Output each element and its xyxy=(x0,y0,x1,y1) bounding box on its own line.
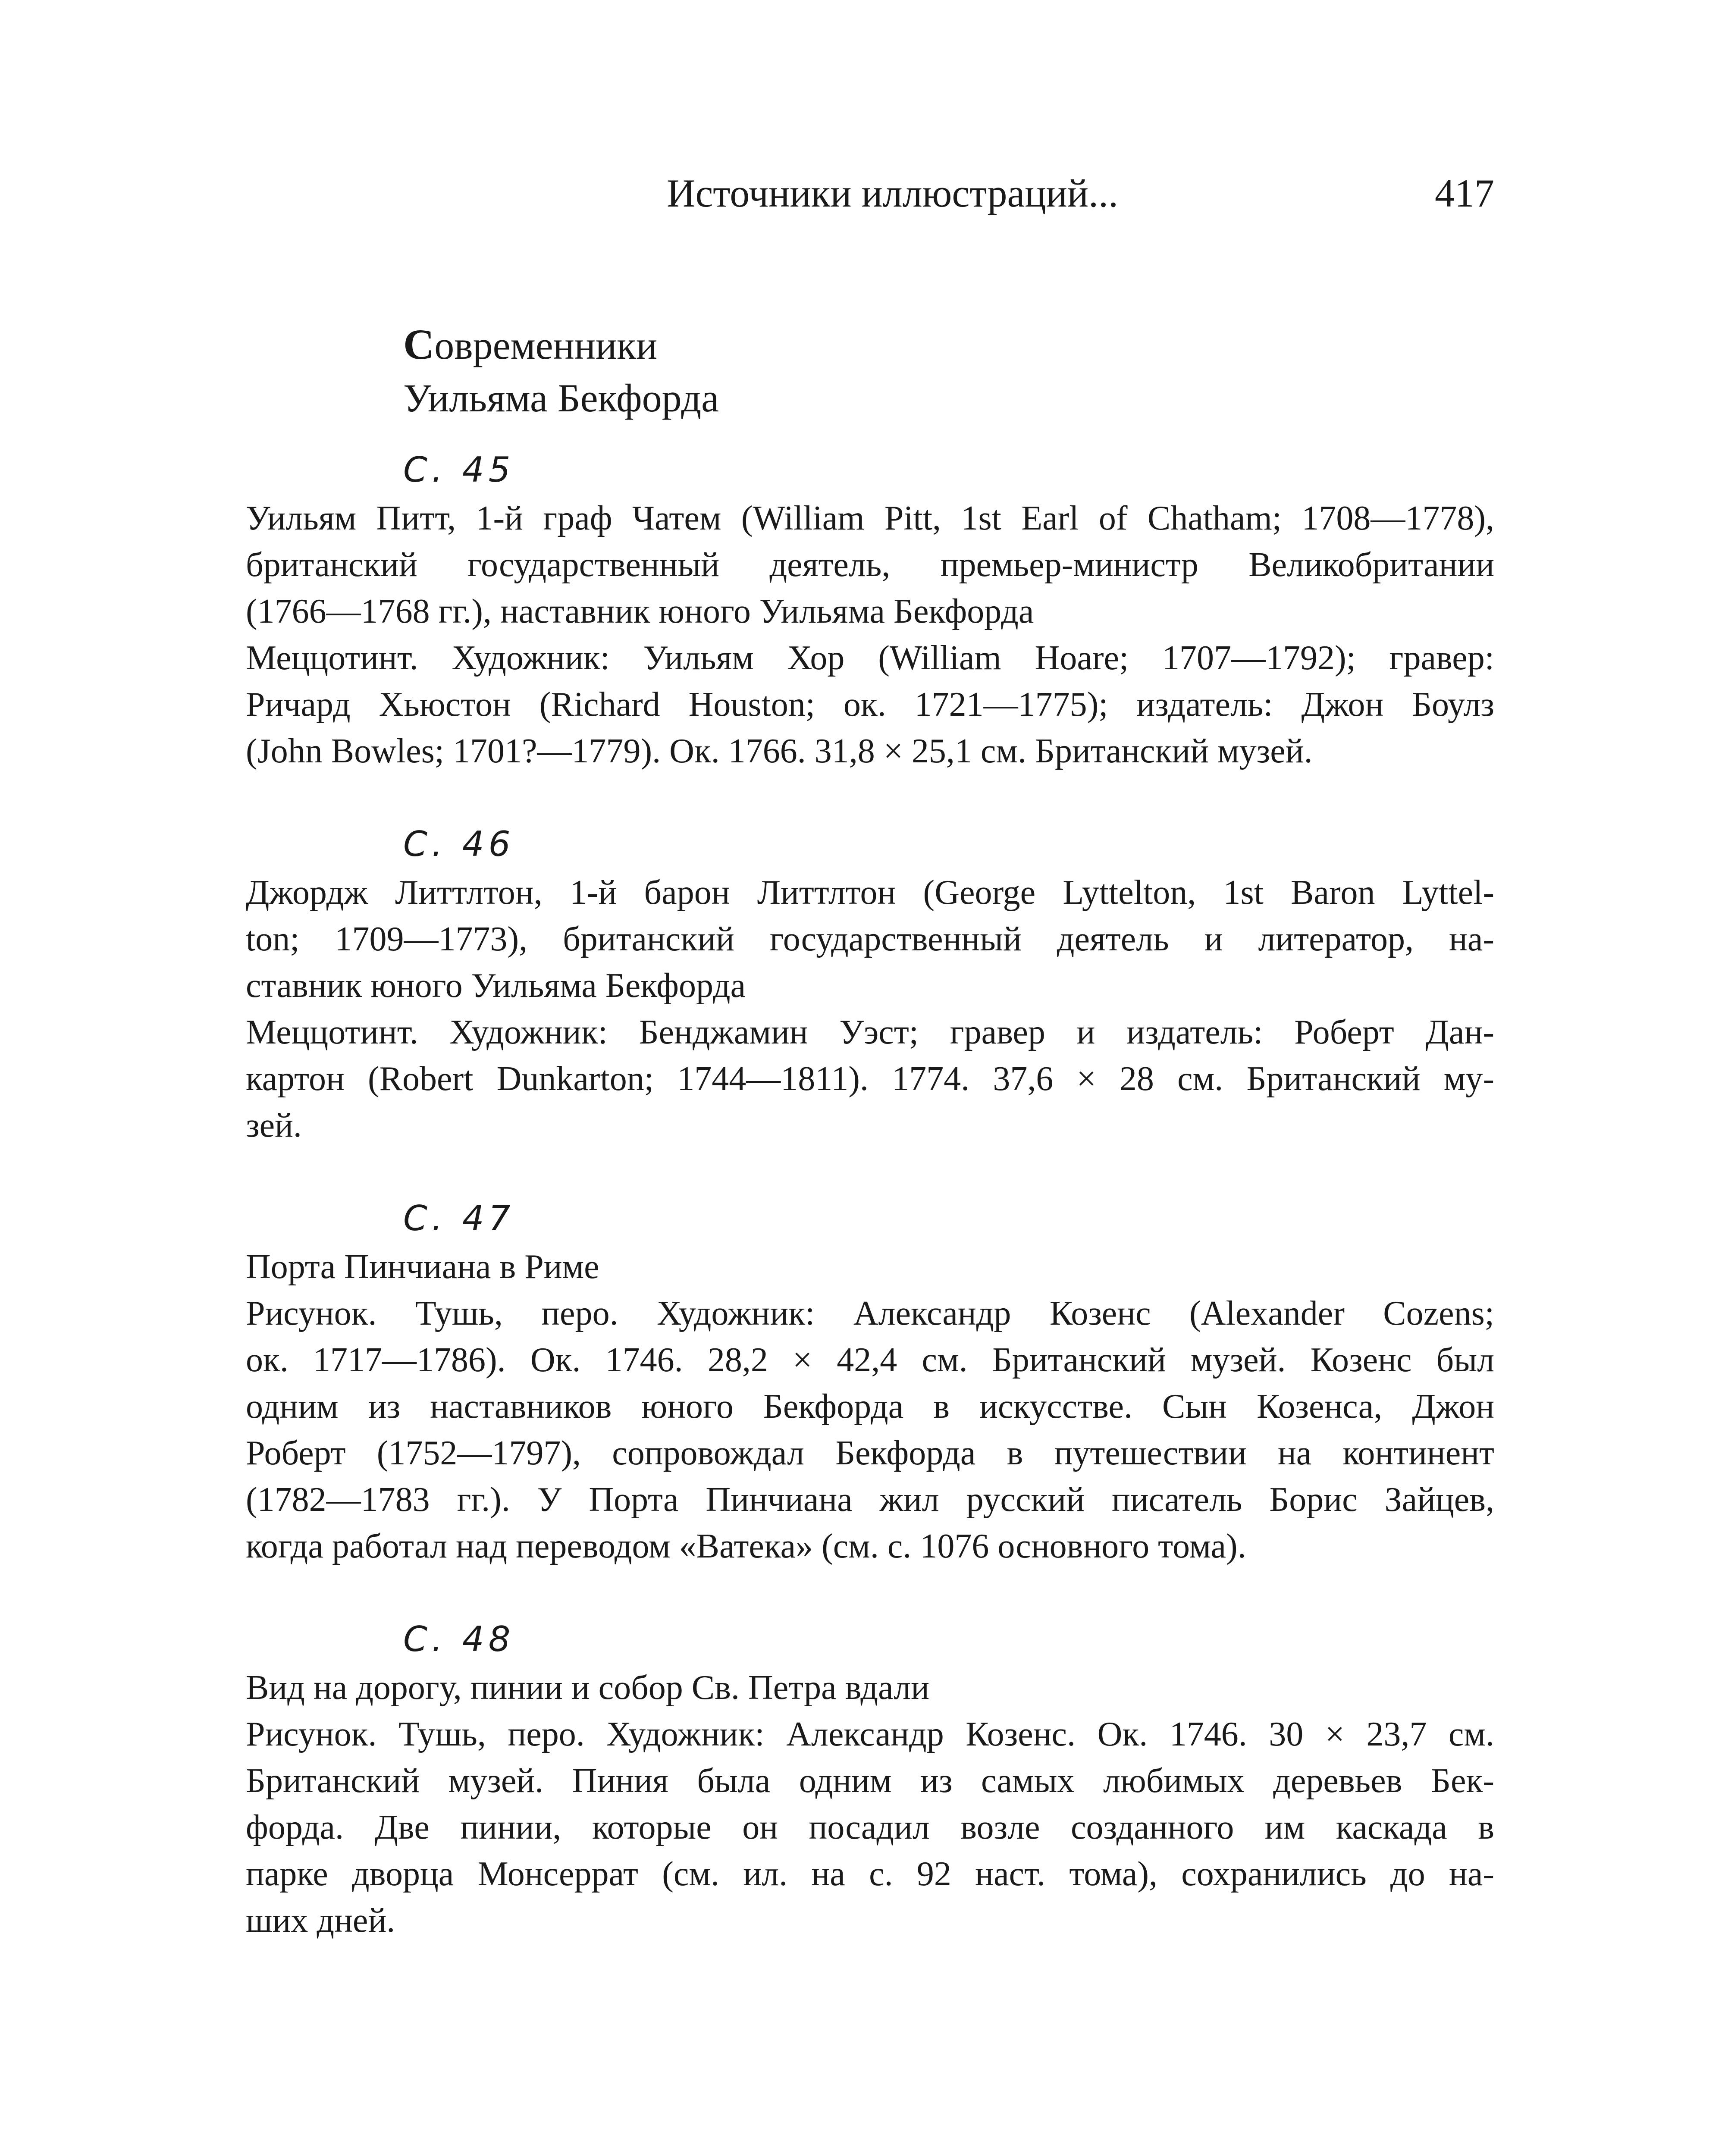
entry-page-ref: С. 48 xyxy=(403,1619,515,1659)
entry-line: ших дней. xyxy=(246,1902,395,1940)
entry-line: (John Bowles; 1701?—1779). Ок. 1766. 31,8 × 25,1 см. Британский музей. xyxy=(246,732,1313,770)
entry-line: зей. xyxy=(246,1106,302,1144)
entry-line: ton; 1709—1773), британский государственный деятель и литератор, на- xyxy=(246,920,1494,958)
entry-line: Британский музей. Пиния была одним из самых любимых деревьев Бек- xyxy=(246,1762,1494,1800)
illustration-entry xyxy=(246,1618,1494,1944)
entry-page-ref: С. 47 xyxy=(403,1198,515,1238)
entry-page-ref: С. 45 xyxy=(403,450,515,490)
section-title-line-2: Уильяма Бекфорда xyxy=(403,376,719,420)
entry-line: одним из наставников юного Бекфорда в искусстве. Сын Козенса, Джон xyxy=(246,1388,1494,1426)
illustration-entry xyxy=(246,1197,1494,1570)
entry-line: Джордж Литтлтон, 1-й барон Литтлтон (George Lyttelton, 1st Baron Lyttel- xyxy=(246,874,1494,912)
entry-line: Порта Пинчиана в Риме xyxy=(246,1248,599,1286)
entry-text xyxy=(246,1664,1494,1944)
entry-line: картон (Robert Dunkarton; 1744—1811). 1774. 37,6 × 28 см. Британский му- xyxy=(246,1060,1494,1098)
entry-line: Роберт (1752—1797), сопровождал Бекфорда в путешествии на континент xyxy=(246,1434,1494,1472)
section-title xyxy=(403,318,719,424)
entry-line: форда. Две пинии, которые он посадил возле созданного им каскада в xyxy=(246,1808,1494,1846)
entry-line: когда работал над переводом «Ватека» (см. с. 1076 основного тома). xyxy=(246,1527,1246,1565)
entry-line: Рисунок. Тушь, перо. Художник: Александр Козенс (Alexander Cozens; xyxy=(246,1294,1494,1332)
entry-line: парке дворца Монсеррат (см. ил. на с. 92 наст. тома), сохранились до на- xyxy=(246,1855,1494,1893)
entry-line: британский государственный деятель, премьер-министр Великобритании xyxy=(246,546,1494,584)
entry-line: (1766—1768 гг.), наставник юного Уильяма Бекфорда xyxy=(246,592,1034,630)
entry-line: Ричард Хьюстон (Richard Houston; ок. 1721—1775); издатель: Джон Боулз xyxy=(246,686,1494,724)
section-title-line-1 xyxy=(403,318,719,372)
section-title-rest: овременники xyxy=(434,323,658,367)
entry-line: Рисунок. Тушь, перо. Художник: Александр Козенс. Ок. 1746. 30 × 23,7 см. xyxy=(246,1715,1494,1753)
illustration-entry xyxy=(246,448,1494,774)
section-title-initial: С xyxy=(403,320,435,368)
entry-line: Меццотинт. Художник: Бенджамин Уэст; гравер и издатель: Роберт Дан- xyxy=(246,1013,1494,1051)
entry-line: ставник юного Уильяма Бекфорда xyxy=(246,967,746,1005)
entry-line: Вид на дорогу, пинии и собор Св. Петра вдали xyxy=(246,1669,930,1707)
entry-page-ref: С. 46 xyxy=(403,824,515,864)
entry-text xyxy=(246,1244,1494,1570)
entry-line: ок. 1717—1786). Ок. 1746. 28,2 × 42,4 см. Британский музей. Козенс был xyxy=(246,1341,1494,1379)
page-number: 417 xyxy=(1435,171,1494,215)
entry-text xyxy=(246,495,1494,774)
entry-line: (1782—1783 гг.). У Порта Пинчиана жил русский писатель Борис Зайцев, xyxy=(246,1481,1494,1519)
illustration-entry xyxy=(246,823,1494,1149)
illustration-entries xyxy=(246,448,1494,1992)
running-head xyxy=(246,167,1494,219)
entry-line: Меццотинт. Художник: Уильям Хор (William Hoare; 1707—1792); гравер: xyxy=(246,639,1494,677)
entry-text xyxy=(246,869,1494,1149)
running-title: Источники иллюстраций... xyxy=(667,171,1119,215)
entry-line: Уильям Питт, 1-й граф Чатем (William Pitt, 1st Earl of Chatham; 1708—1778), xyxy=(246,499,1494,537)
